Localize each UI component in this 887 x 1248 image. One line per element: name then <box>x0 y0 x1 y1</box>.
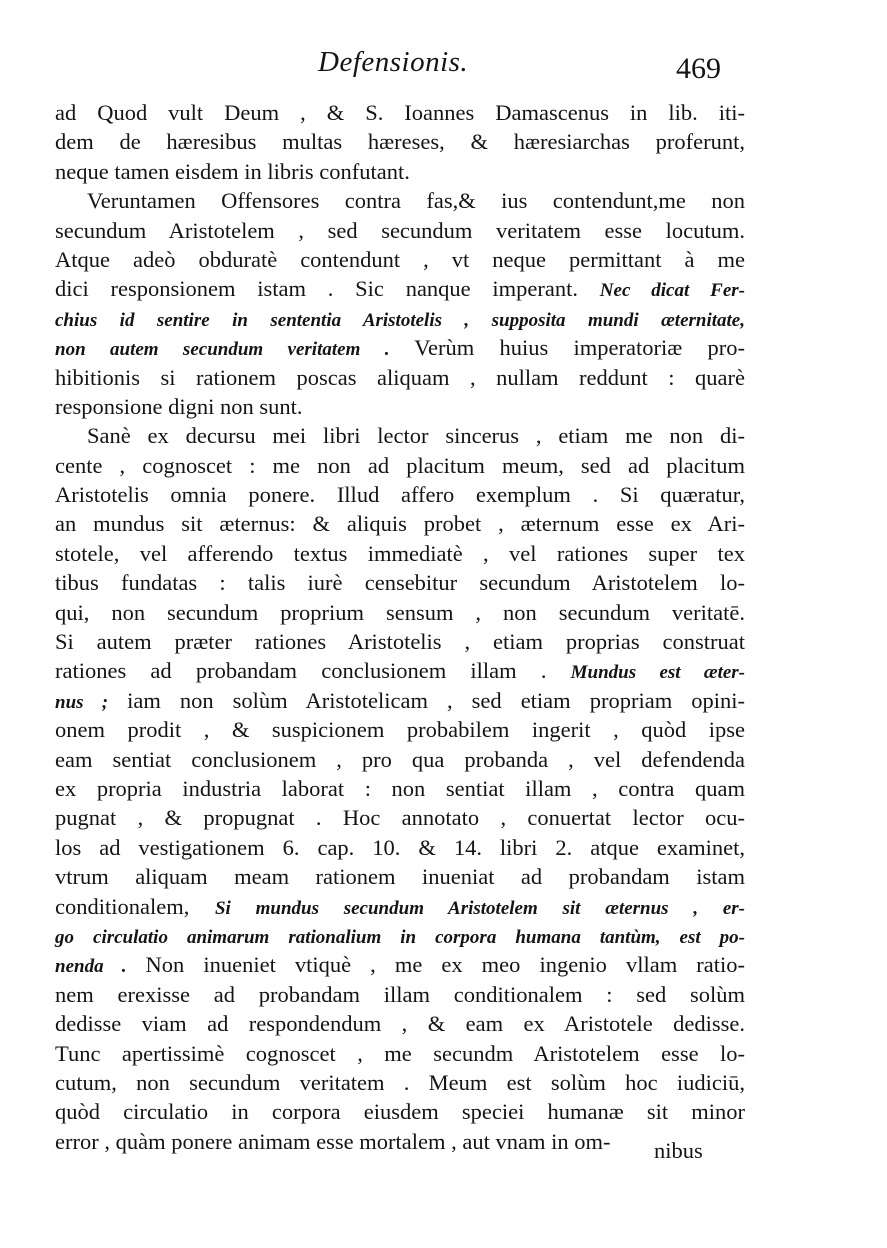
roman-text: Verùm huius imperatoriæ pro- <box>389 335 745 361</box>
text-line <box>55 715 745 744</box>
roman-text: Sanè ex decursu mei libri lector sincerus , etiam me non di- <box>87 423 745 449</box>
roman-text: Atque adeò obduratè contendunt , vt neque permittant à me <box>55 246 745 272</box>
text-line <box>55 833 745 862</box>
roman-text: dedisse viam ad respondendum , & eam ex Aristotele dedisse. <box>55 1011 745 1037</box>
page-number: 469 <box>676 52 721 85</box>
text-line <box>55 539 745 568</box>
text-line <box>55 656 745 685</box>
roman-text: eam sentiat conclusionem , pro qua probanda , vel defendenda <box>55 746 745 772</box>
roman-text: quòd circulatio in corpora eiusdem speciei humanæ sit minor <box>55 1099 745 1125</box>
text-line <box>55 568 745 597</box>
roman-text: nem erexisse ad probandam illam conditionalem : sed solùm <box>55 981 745 1007</box>
roman-text: Veruntamen Offensores contra fas,& ius contendunt,me non <box>87 188 745 214</box>
text-line <box>55 745 745 774</box>
text-line <box>55 1097 745 1126</box>
italic-text: Mundus est æter- <box>570 662 746 684</box>
italic-text: Nec dicat Fer- <box>599 280 745 302</box>
text-line <box>55 157 745 186</box>
running-head: Defensionis. <box>318 46 469 78</box>
italic-text: non autem secundum veritatem . <box>55 339 390 361</box>
roman-text: an mundus sit æternus: & aliquis probet , æternum esse ex Ari- <box>55 511 745 537</box>
roman-text: neque tamen eisdem in libris confutant. <box>55 158 410 184</box>
roman-text: vtrum aliquam meam rationem inueniat ad probandam istam <box>55 864 745 890</box>
roman-text: conditionalem, <box>55 893 215 919</box>
text-line <box>55 216 745 245</box>
text-line <box>55 950 745 979</box>
roman-text: tibus fundatas : talis iurè censebitur secundum Aristotelem lo- <box>55 570 745 596</box>
roman-text: qui, non secundum proprium sensum , non secundum veritatē. <box>55 599 745 625</box>
roman-text: rationes ad probandam conclusionem illam . <box>55 658 571 684</box>
italic-text: go circulatio animarum rationalium in corpora humana tantùm, est po- <box>55 926 745 948</box>
roman-text: Aristotelis omnia ponere. Illud affero exemplum . Si quæratur, <box>55 482 745 508</box>
roman-text: responsione digni non sunt. <box>55 393 303 419</box>
text-line <box>55 392 745 421</box>
roman-text: onem prodit , & suspicionem probabilem ingerit , quòd ipse <box>55 717 745 743</box>
roman-text: Si autem præter rationes Aristotelis , etiam proprias construat <box>55 629 745 655</box>
text-line <box>55 774 745 803</box>
italic-text: Si mundus secundum Aristotelem sit æternus , er- <box>214 897 746 919</box>
text-line <box>55 304 745 333</box>
roman-text: hibitionis si rationem poscas aliquam , nullam reddunt : quarè <box>55 364 745 390</box>
roman-text: secundum Aristotelem , sed secundum veritatem esse locutum. <box>55 217 745 243</box>
text-line <box>55 921 745 950</box>
text-line <box>55 98 745 127</box>
roman-text: ad Quod vult Deum , & S. Ioannes Damascenus in lib. iti- <box>55 100 745 125</box>
text-line <box>55 186 745 215</box>
text-line <box>55 1127 745 1156</box>
roman-text: Tunc apertissimè cognoscet , me secundm Aristotelem esse lo- <box>55 1040 745 1066</box>
italic-text: chius id sentire in sententia Aristotelis , supposita mundi æternitate, <box>55 309 745 331</box>
text-line <box>55 274 745 303</box>
text-line <box>55 598 745 627</box>
body-text <box>55 98 745 1156</box>
text-line <box>55 1039 745 1068</box>
roman-text: los ad vestigationem 6. cap. 10. & 14. libri 2. atque examinet, <box>55 834 745 860</box>
text-line <box>55 421 745 450</box>
text-line <box>55 363 745 392</box>
text-line <box>55 127 745 156</box>
roman-text: Non inueniet vtiquè , me ex meo ingenio vllam ratio- <box>126 952 745 978</box>
italic-text: nus ; <box>55 691 109 713</box>
roman-text: ex propria industria laborat : non sentiat illam , contra quam <box>55 775 745 801</box>
text-line <box>55 509 745 538</box>
italic-text: nenda . <box>55 956 127 978</box>
roman-text: pugnat , & propugnat . Hoc annotato , conuertat lector ocu- <box>55 805 745 831</box>
text-line <box>55 1009 745 1038</box>
roman-text: stotele, vel afferendo textus immediatè , vel rationes super tex <box>55 540 745 566</box>
roman-text: dici responsionem istam . Sic nanque imperant. <box>55 276 600 302</box>
text-line <box>55 980 745 1009</box>
text-line <box>55 627 745 656</box>
text-line <box>55 862 745 891</box>
text-line <box>55 480 745 509</box>
roman-text: error , quàm ponere animam esse mortalem , aut vnam in om- <box>55 1128 611 1154</box>
text-line <box>55 803 745 832</box>
catchword: nibus <box>654 1138 703 1163</box>
text-line <box>55 1068 745 1097</box>
roman-text: cente , cognoscet : me non ad placitum meum, sed ad placitum <box>55 452 745 478</box>
text-line <box>55 686 745 715</box>
text-line <box>55 333 745 362</box>
roman-text: iam non solùm Aristotelicam , sed etiam propriam opini- <box>108 687 745 713</box>
text-line <box>55 245 745 274</box>
roman-text: cutum, non secundum veritatem . Meum est solùm hoc iudiciū, <box>55 1069 745 1095</box>
roman-text: dem de hæresibus multas hæreses, & hæresiarchas proferunt, <box>55 129 745 155</box>
text-line <box>55 451 745 480</box>
text-line <box>55 892 745 921</box>
